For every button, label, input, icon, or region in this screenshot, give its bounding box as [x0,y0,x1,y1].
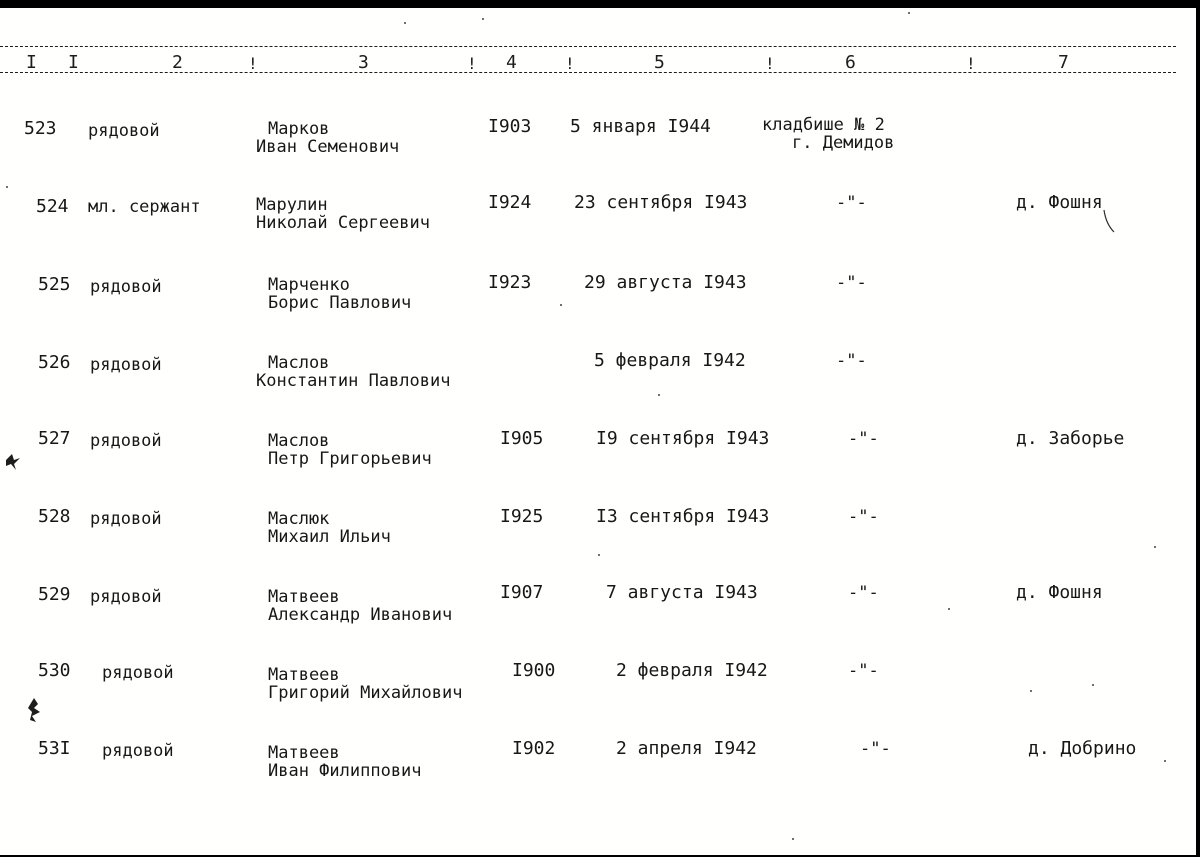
given-names: Иван Филиппович [268,761,422,781]
given-names: Николай Сергеевич [256,213,430,233]
col-separator: ! [565,54,575,73]
burial-place [836,352,867,370]
village: д. Фошня [1016,582,1103,603]
scan-speck [560,304,562,306]
col-separator: ! [467,54,477,73]
scan-speck [6,186,8,188]
birth-year: I925 [500,506,544,527]
birth-year: I907 [500,582,544,603]
table-row [0,740,1196,800]
burial-place [848,584,879,602]
scan-speck [404,22,406,24]
full-name [268,432,432,468]
ink-blot-icon [2,448,24,474]
ink-blot-icon [26,694,48,728]
full-name [268,666,462,702]
full-name [268,744,422,780]
surname: Матвеев [268,743,340,763]
rank: мл. сержант [88,197,201,217]
scan-speck [908,12,910,14]
given-names: Борис Павлович [268,293,412,313]
table-row [0,428,1196,488]
rank: рядовой [102,741,174,761]
burial-place-line1: -"- [848,507,879,527]
death-date: 2 апреля I942 [616,738,757,759]
burial-place [836,274,867,292]
table-row [0,272,1196,332]
col-separator: ! [248,54,258,73]
birth-year: I923 [488,272,532,293]
birth-year: I905 [500,428,544,449]
burial-place [860,740,891,758]
surname: Маслюк [268,509,330,529]
surname: Марков [268,119,330,139]
death-date: 23 сентября I943 [574,192,748,213]
col-header-5: 5 [654,52,665,73]
burial-place-line2: г. Демидов [792,133,895,153]
table-row [0,194,1196,254]
row-number: 527 [38,428,71,449]
given-names: Григорий Михайлович [268,683,463,703]
header-top-rule [0,46,1176,47]
surname: Матвеев [268,665,340,685]
scan-speck [948,608,950,610]
surname: Марулин [256,195,328,215]
table-row [0,350,1196,410]
col-header-3: 3 [358,52,369,73]
rank: рядовой [102,663,174,683]
rank: рядовой [90,277,162,297]
scan-speck [792,838,794,840]
burial-place [848,662,879,680]
given-names: Михаил Ильич [268,527,391,547]
full-name [256,120,399,156]
col-header-6: 6 [845,52,856,73]
col-separator: ! [765,54,775,73]
death-date: I3 сентября I943 [596,506,770,527]
birth-year: I903 [488,116,532,137]
surname: Матвеев [268,587,340,607]
col-header-2: 2 [172,52,183,73]
row-number: 528 [38,506,71,527]
col-header-1: I [26,52,37,73]
rank: рядовой [88,121,160,141]
row-number: 526 [38,352,71,373]
col-header-4: 4 [506,52,517,73]
table-row [0,662,1196,722]
row-number: 523 [24,118,57,139]
burial-place-line1: -"- [848,429,879,449]
full-name [268,588,452,624]
birth-year: I902 [512,738,556,759]
burial-place [848,430,879,448]
death-date: I9 сентября I943 [596,428,770,449]
document-page [0,8,1196,855]
death-date: 29 августа I943 [584,272,747,293]
scan-speck [482,18,484,20]
burial-place-line1: -"- [836,351,867,371]
burial-place-line1: -"- [860,739,891,759]
burial-place-line1: -"- [836,193,867,213]
birth-year: I900 [512,660,556,681]
given-names: Петр Григорьевич [268,449,432,469]
row-number: 525 [38,274,71,295]
row-number: 524 [36,196,69,217]
full-name [268,510,391,546]
burial-place-line1: -"- [848,583,879,603]
full-name [256,354,450,390]
pencil-stroke-icon [1100,208,1116,236]
full-name [268,276,411,312]
given-names: Иван Семенович [256,137,400,157]
col-header-7: 7 [1058,52,1069,73]
scan-speck [1164,760,1166,762]
table-row [0,116,1196,176]
death-date: 2 февраля I942 [616,660,768,681]
death-date: 5 февраля I942 [594,350,746,371]
rank: рядовой [90,431,162,451]
surname: Маслов [268,431,330,451]
village: д. Заборье [1016,428,1125,449]
table-row [0,506,1196,566]
surname: Марченко [268,275,350,295]
scan-speck [598,554,600,556]
row-number: 530 [38,660,71,681]
birth-year: I924 [488,192,532,213]
village: д. Добрино [1028,738,1137,759]
scan-speck [658,394,660,396]
burial-place-line1: -"- [848,661,879,681]
table-row [0,584,1196,644]
given-names: Константин Павлович [256,371,451,391]
rank: рядовой [90,509,162,529]
col-separator: ! [966,54,976,73]
scan-speck [1030,690,1032,692]
row-number: 529 [38,584,71,605]
burial-place [848,508,879,526]
burial-place-line1: кладбише № 2 [762,115,885,135]
surname: Маслов [268,353,330,373]
death-date: 5 января I944 [570,116,711,137]
burial-place-line1: -"- [836,273,867,293]
full-name [256,196,430,232]
scan-speck [1154,546,1156,548]
burial-place [762,116,894,152]
scan-speck [1092,684,1094,686]
rank: рядовой [90,587,162,607]
death-date: 7 августа I943 [606,582,758,603]
village: д. Фошня [1016,192,1103,213]
rank: рядовой [90,355,162,375]
row-number: 53I [38,738,71,759]
burial-place [836,194,867,212]
given-names: Александр Иванович [268,605,453,625]
col-header-1-mark: I [68,52,79,73]
